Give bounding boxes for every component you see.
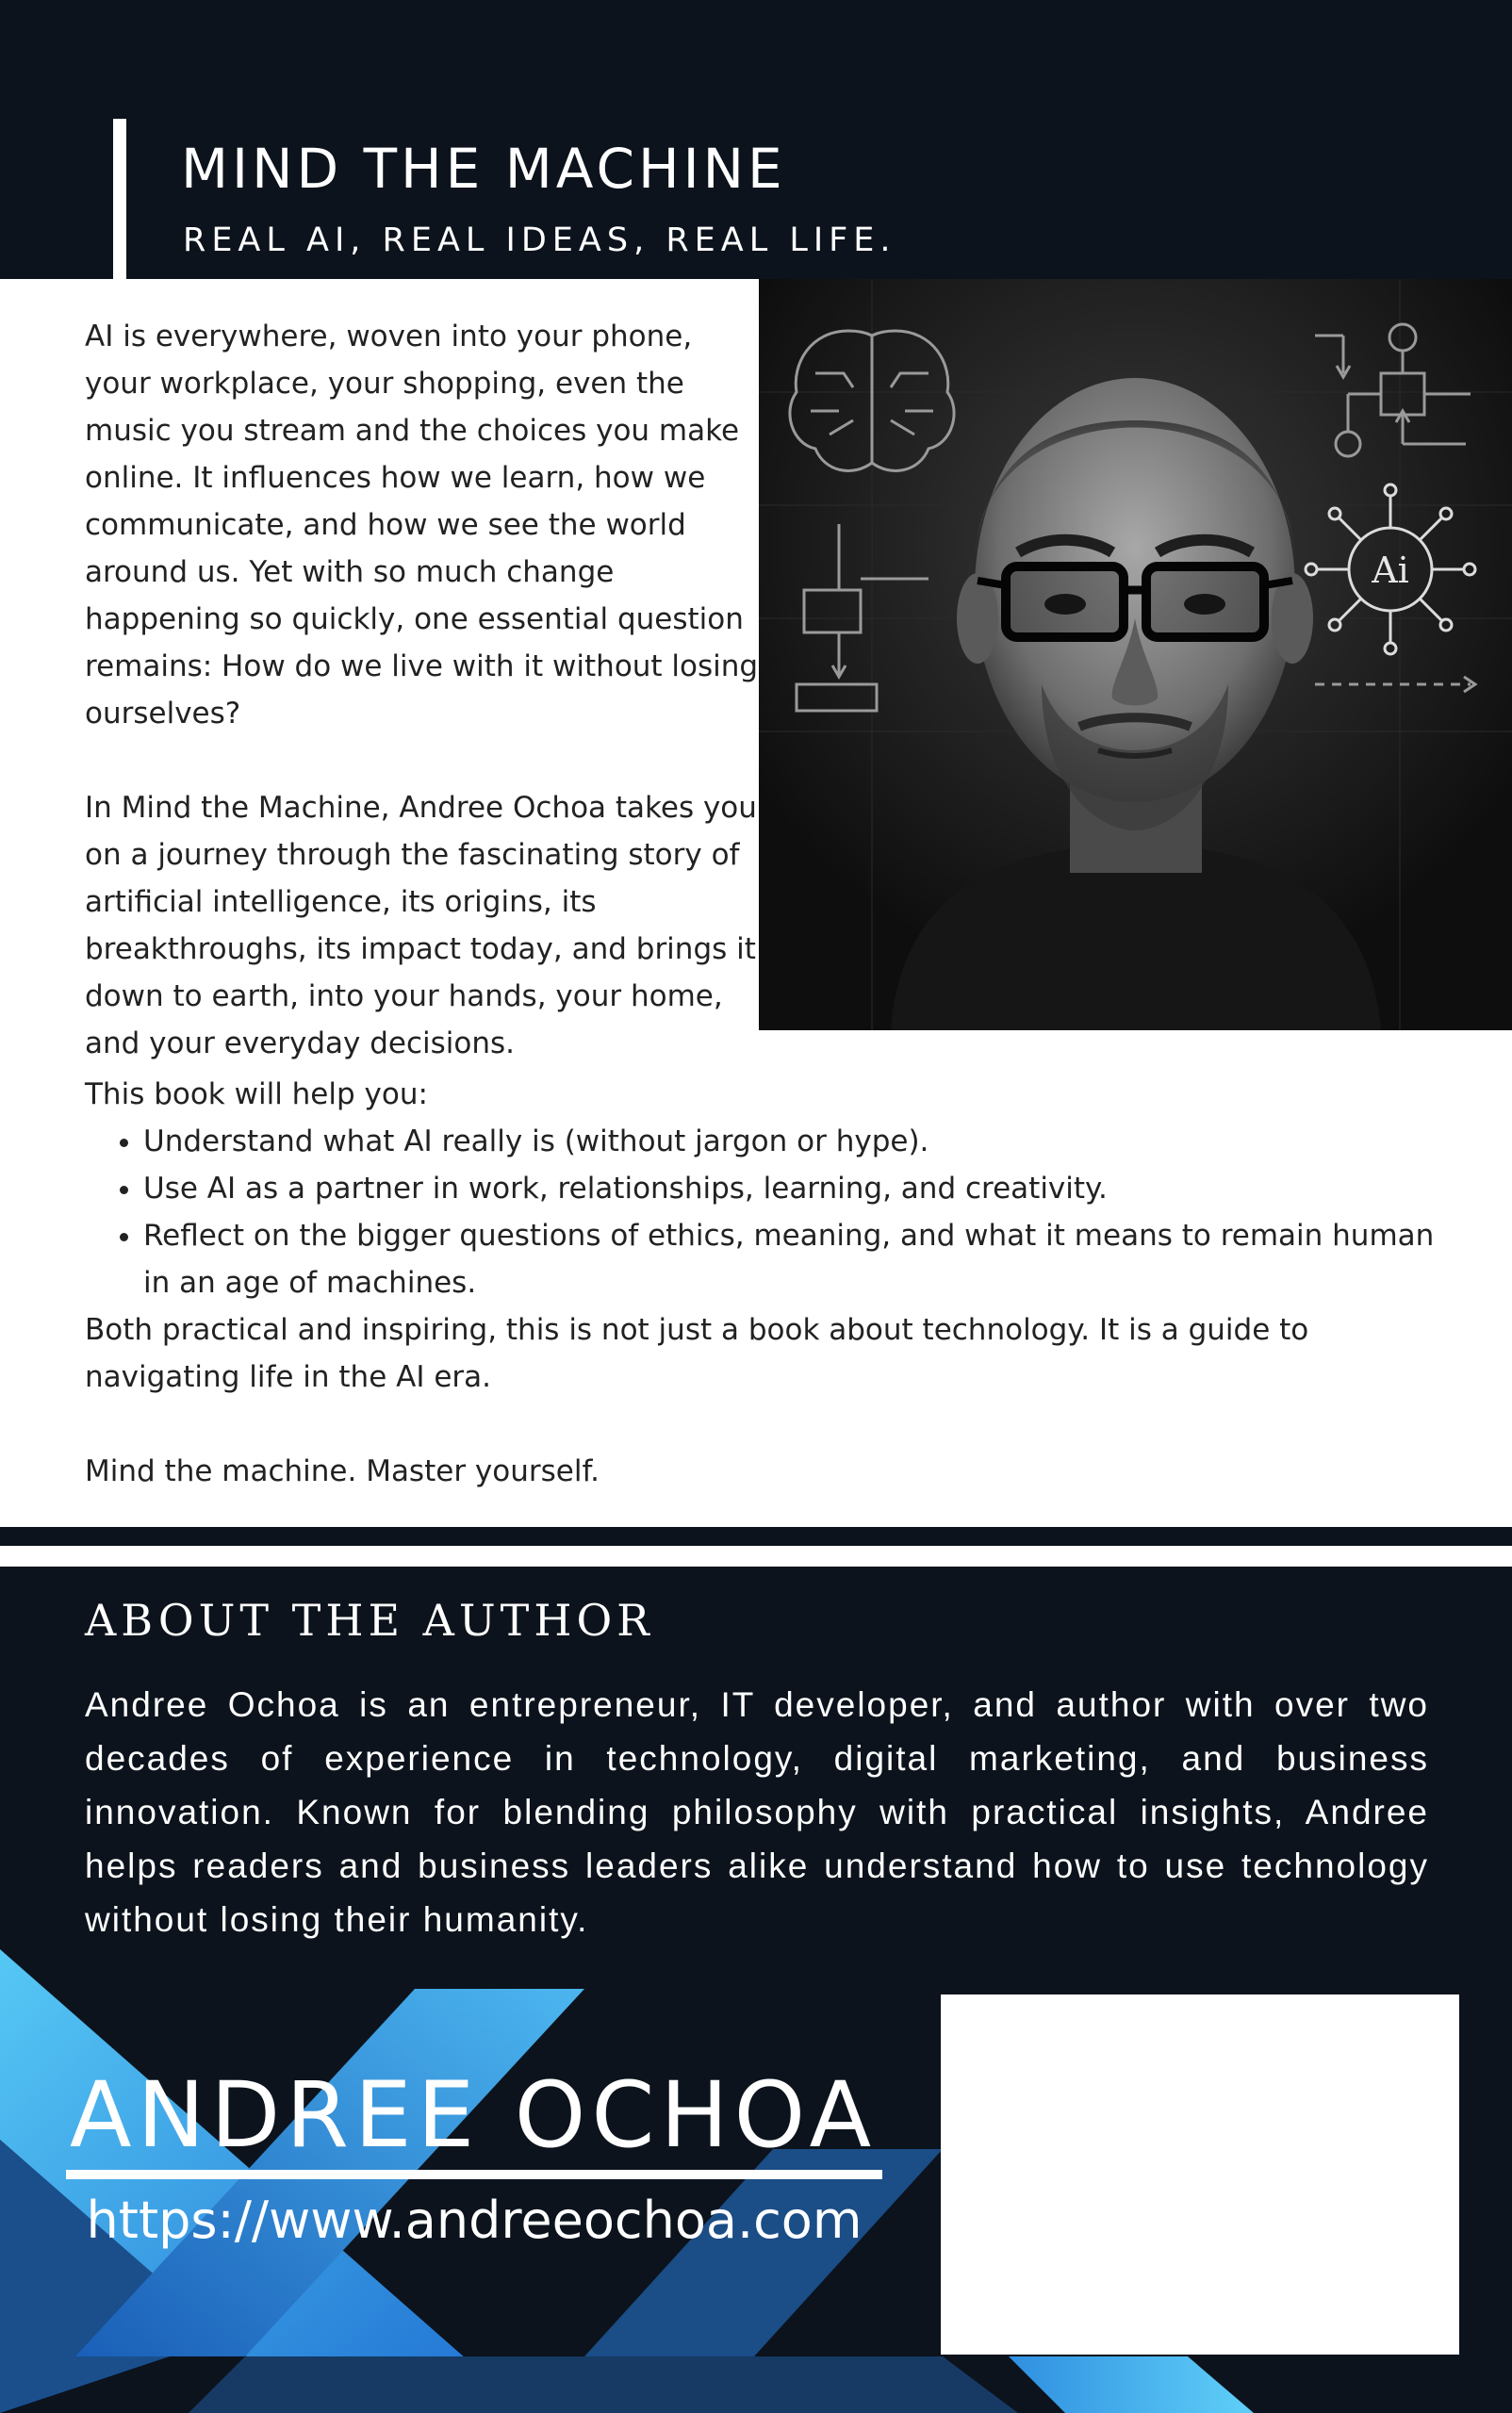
- author-name-underline: [66, 2170, 882, 2179]
- list-intro: This book will help you:: [85, 1077, 428, 1111]
- benefits-list: [85, 1118, 1442, 1306]
- book-subtitle: REAL AI, REAL IDEAS, REAL LIFE.: [183, 222, 896, 259]
- book-title: MIND THE MACHINE: [181, 137, 786, 201]
- description-paragraph-1: AI is everywhere, woven into your phone, your workplace, your shopping, even the music you stream and the choices you make online. It influences how we learn, how we communicate, and how we see the world around us. Yet with so much change happening so quickly, one essential question remains: How do we live with it without losing ourselves?: [85, 320, 759, 730]
- author-name: ANDREE OCHOA: [69, 2062, 878, 2168]
- author-website-link[interactable]: https://www.andreeochoa.com: [86, 2191, 863, 2250]
- author-portrait: [759, 279, 1512, 1030]
- description-panel: [0, 279, 1512, 1527]
- barcode-placeholder: [941, 1994, 1459, 2355]
- description-lower: [85, 1071, 1442, 1495]
- closing-paragraph: Both practical and inspiring, this is not just a book about technology. It is a guide to navigating life in the AI era.: [85, 1313, 1309, 1394]
- description-paragraph-2: In Mind the Machine, Andree Ochoa takes you on a journey through the fascinating story of artificial intelligence, its origins, its breakthroughs, its impact today, and brings it down to earth, into your hands, your home, and your everyday decisions.: [85, 791, 757, 1060]
- list-item: • Understand what AI really is (without jargon or hype).: [143, 1118, 1442, 1165]
- list-item: • Use AI as a partner in work, relationships, learning, and creativity.: [143, 1165, 1442, 1212]
- tagline: Mind the machine. Master yourself.: [85, 1454, 600, 1488]
- header: [0, 0, 1512, 279]
- about-author-text: Andree Ochoa is an entrepreneur, IT developer, and author with over two decades of experience in technology, digital marketing, and business innovation. Known for blending philosophy with practical insights, Andree helps readers and business leaders alike understand how to use technology without losing their humanity.: [85, 1685, 1429, 1939]
- section-divider: [0, 1546, 1512, 1567]
- ai-badge-label: Ai: [1372, 550, 1409, 591]
- title-accent-bar: [113, 119, 126, 279]
- list-item: • Reflect on the bigger questions of ethics, meaning, and what it means to remain human in an age of machines.: [143, 1212, 1442, 1306]
- about-author-heading: ABOUT THE AUTHOR: [85, 1595, 654, 1646]
- description-top: [85, 313, 764, 1114]
- portrait-illustration: [759, 279, 1512, 1030]
